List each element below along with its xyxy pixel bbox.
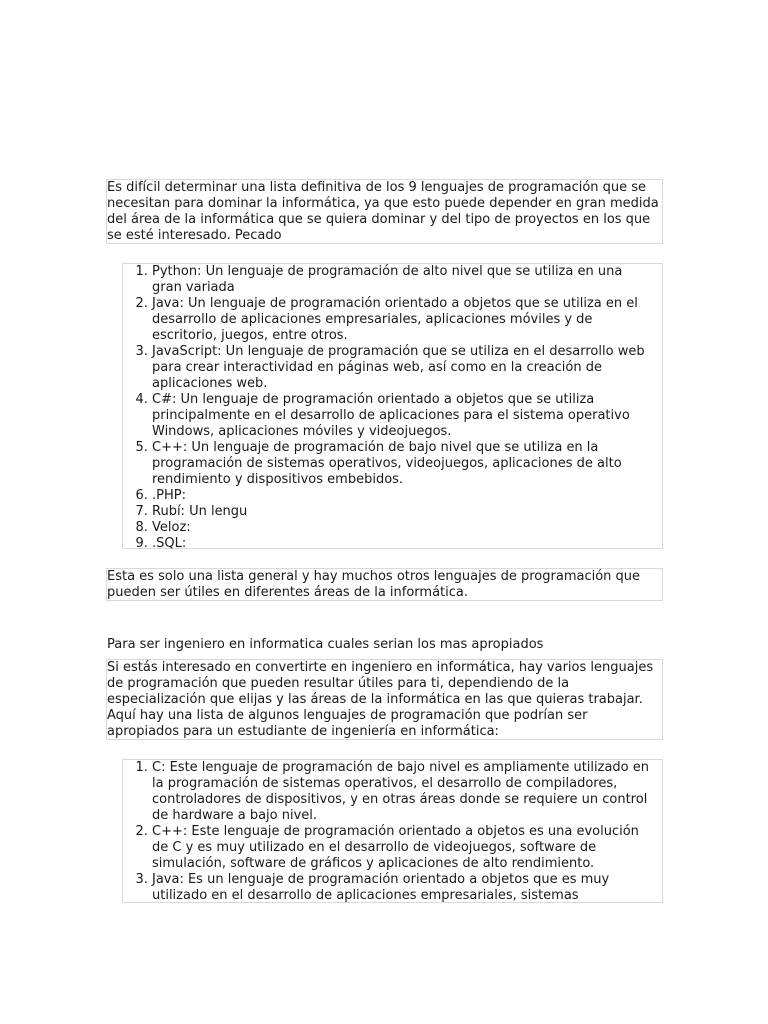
- languages-list: [123, 264, 662, 552]
- engineering-languages-list-box: [122, 759, 663, 903]
- list-item: 3. Java: Es un lenguaje de programación orientado a objetos que es muy utilizado en el desarrollo de aplicaciones empresariales, sistemas: [152, 872, 656, 904]
- list-item: 2. C++: Este lenguaje de programación orientado a objetos es una evolución de C y es muy utilizado en el desarrollo de videojuegos, software de simulación, software de gráficos y aplicaciones de alto rendimiento.: [152, 824, 656, 872]
- summary-paragraph: Esta es solo una lista general y hay muchos otros lenguajes de programación que pueden ser útiles en diferentes áreas de la informática.: [107, 569, 641, 600]
- list-item: 1. Python: Un lenguaje de programación de alto nivel que se utiliza en una gran variada: [152, 264, 656, 296]
- list-item: 2. Java: Un lenguaje de programación orientado a objetos que se utiliza en el desarrollo de aplicaciones empresariales, aplicaciones móviles y de escritorio, juegos, entre otros.: [152, 296, 656, 344]
- question-text: Para ser ingeniero en informatica cuales serian los mas apropiados: [107, 637, 544, 652]
- engineering-languages-list: [123, 760, 662, 904]
- intro-paragraph-box: [106, 179, 663, 244]
- list-item: 5. C++: Un lenguaje de programación de bajo nivel que se utiliza en la programación de sistemas operativos, videojuegos, aplicaciones de alto rendimiento y dispositivos embebidos.: [152, 440, 656, 488]
- answer-paragraph: Si estás interesado en convertirte en ingeniero en informática, hay varios lenguajes de programación que pueden resultar útiles para ti, dependiendo de la especialización que elijas y las áreas de la informática en las que quieras trabajar. Aquí hay una lista de algunos lenguajes de programación que podrían ser apropiados para un estudiante de ingeniería en informática:: [107, 660, 654, 739]
- list-item: 4. C#: Un lenguaje de programación orientado a objetos que se utiliza principalmente en el desarrollo de aplicaciones para el sistema operativo Windows, aplicaciones móviles y videojuegos.: [152, 392, 656, 440]
- list-item: 9. .SQL:: [152, 536, 656, 552]
- list-item: 3. JavaScript: Un lenguaje de programación que se utiliza en el desarrollo web para crear interactividad en páginas web, así como en la creación de aplicaciones web.: [152, 344, 656, 392]
- list-item: 8. Veloz:: [152, 520, 656, 536]
- intro-paragraph: Es difícil determinar una lista definitiva de los 9 lenguajes de programación que se necesitan para dominar la informática, ya que esto puede depender en gran medida del área de la informática que se quiera dominar y del tipo de proyectos en los que se esté interesado. Pecado: [107, 180, 659, 243]
- list-item: 6. .PHP:: [152, 488, 656, 504]
- languages-list-box: [122, 263, 663, 549]
- summary-paragraph-box: [106, 568, 663, 601]
- answer-paragraph-box: [106, 659, 663, 740]
- list-item: 1. C: Este lenguaje de programación de bajo nivel es ampliamente utilizado en la programación de sistemas operativos, el desarrollo de compiladores, controladores de dispositivos, y en otras áreas donde se requiere un control de hardware a bajo nivel.: [152, 760, 656, 824]
- list-item: 7. Rubí: Un lengu: [152, 504, 656, 520]
